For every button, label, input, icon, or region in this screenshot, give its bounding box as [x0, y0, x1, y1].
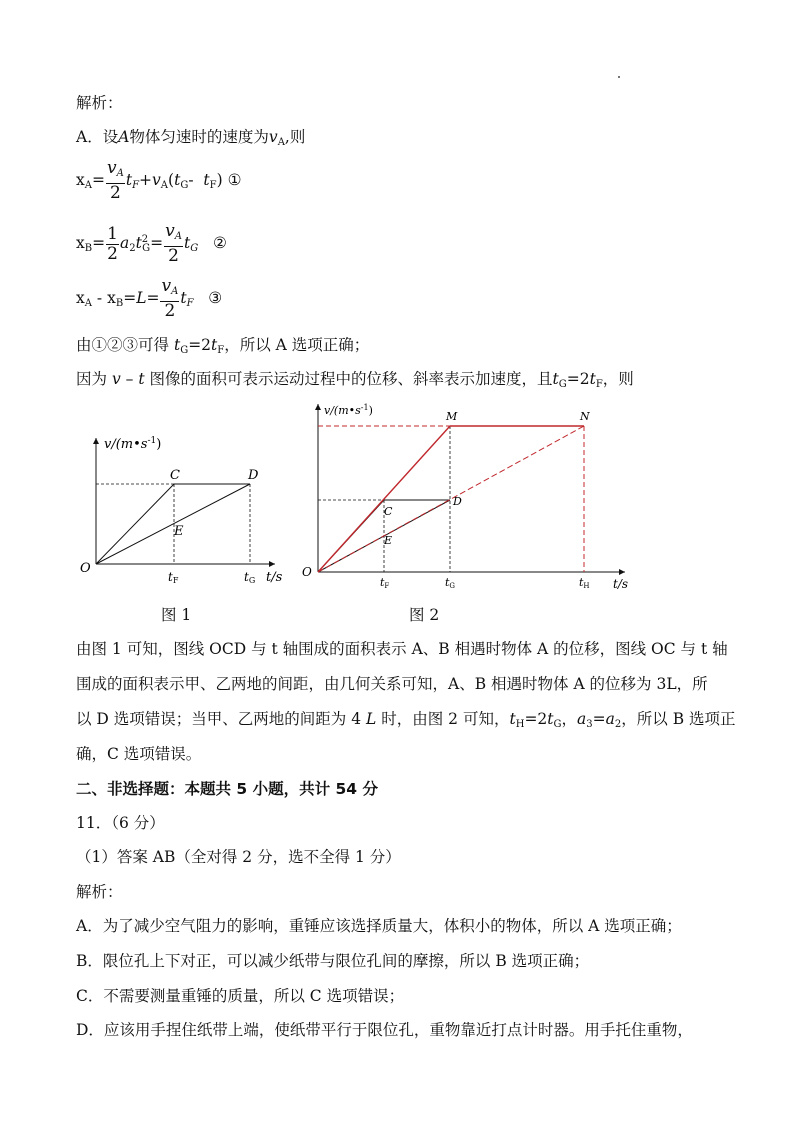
- question-11-part-1: （1）答案 AB（全对得 2 分，选不全得 1 分）: [76, 848, 401, 866]
- equation-1-marker: ①: [227, 171, 242, 189]
- fig1-point-E: E: [174, 524, 184, 539]
- equation-1: $x_A=$ $\frac{v_A}{2}$ $t_F+v_A(t_G-$ $t_F$) ①: [76, 158, 242, 203]
- fig1-origin: O: [80, 561, 91, 576]
- fig1-ylabel: $v/(m•s^{-1})$: [104, 436, 162, 452]
- figure-1: [70, 428, 300, 588]
- fig1-line-OC: [96, 484, 174, 564]
- option-b: B．限位孔上下对正，可以减少纸带与限位孔间的摩擦，所以 B 选项正确；: [76, 952, 590, 970]
- section-2-heading: 二、非选择题：本题共 5 小题，共计 54 分: [76, 780, 378, 798]
- paragraph-line-3: 以 D 选项错误；当甲、乙两地的间距为 4 L 时，由图 2 可知，$t_H=2t_G$，$a_3=a_2$，所以 B 选项正: [76, 710, 736, 730]
- fig2-point-M: M: [446, 410, 458, 423]
- equation-3-marker: ③: [208, 289, 223, 307]
- paragraph-line-1: 由图 1 可知，图线 OCD 与 t 轴围成的面积表示 A、B 相遇时物体 A 的位移，图线 OC 与 t 轴: [76, 640, 728, 658]
- figure-2: [300, 398, 645, 593]
- fig2-line-ON: [318, 426, 584, 572]
- fig2-tick-tH: tH: [579, 576, 590, 590]
- fig2-origin: O: [302, 565, 312, 579]
- fig2-point-N: N: [580, 410, 590, 423]
- stray-dot: [618, 76, 620, 78]
- fig1-xlabel: t/s: [266, 570, 283, 585]
- fig2-tick-tF: tF: [380, 576, 390, 590]
- fig1-line-OD: [96, 484, 250, 564]
- option-a: A．为了减少空气阻力的影响，重锤应该选择质量大，体积小的物体，所以 A 选项正确；: [76, 917, 682, 935]
- analysis-title-2: 解析：: [76, 883, 123, 901]
- paragraph-line-2: 围成的面积表示甲、乙两地的间距，由几何关系可知，A、B 相遇时物体 A 的位移为 3L，所: [76, 675, 708, 693]
- equation-2: $x_B=$ $\frac{1}{2}$ $a_2t^2_G=$ $\frac{v_A}{2}$ $t_G$ ②: [76, 221, 227, 266]
- equation-2-marker: ②: [213, 234, 227, 252]
- fig2-tick-tG: tG: [445, 576, 456, 590]
- figure-2-caption: 图 2: [409, 606, 440, 624]
- fig1-tick-tF: tF: [168, 570, 179, 585]
- fig1-point-D: D: [248, 468, 259, 483]
- figure-1-caption: 图 1: [161, 606, 192, 624]
- fig2-point-D: D: [453, 495, 462, 508]
- option-a-intro: A．设A物体匀速时的速度为$v_A$,则: [76, 128, 306, 148]
- question-11: 11．（6 分）: [76, 814, 165, 832]
- fig1-point-C: C: [170, 468, 180, 483]
- paragraph-line-4: 确，C 选项错误。: [76, 745, 202, 763]
- fig2-point-C: C: [384, 505, 393, 518]
- fig2-ylabel: $v/(m•s^{-1})$: [324, 403, 373, 417]
- fig2-point-E: E: [384, 534, 393, 547]
- analysis-title: 解析：: [76, 94, 123, 112]
- equation-3: $x_A - x_B=L=$ $\frac{v_A}{2}$ $t_F$ ③: [76, 276, 223, 321]
- fig1-tick-tG: tG: [244, 570, 256, 585]
- result-line: 由①②③可得 $t_G=2t_F$，所以 A 选项正确；: [76, 336, 370, 356]
- option-d: D．应该用手捏住纸带上端，使纸带平行于限位孔，重物靠近打点计时器。用手托住重物，: [76, 1021, 693, 1039]
- because-line: 因为 v – t 图像的面积可表示运动过程中的位移、斜率表示加速度，且$t_G=2t_F$，则: [76, 370, 634, 390]
- option-c: C．不需要测量重锤的质量，所以 C 选项错误；: [76, 987, 405, 1005]
- fig2-xlabel: t/s: [613, 577, 629, 591]
